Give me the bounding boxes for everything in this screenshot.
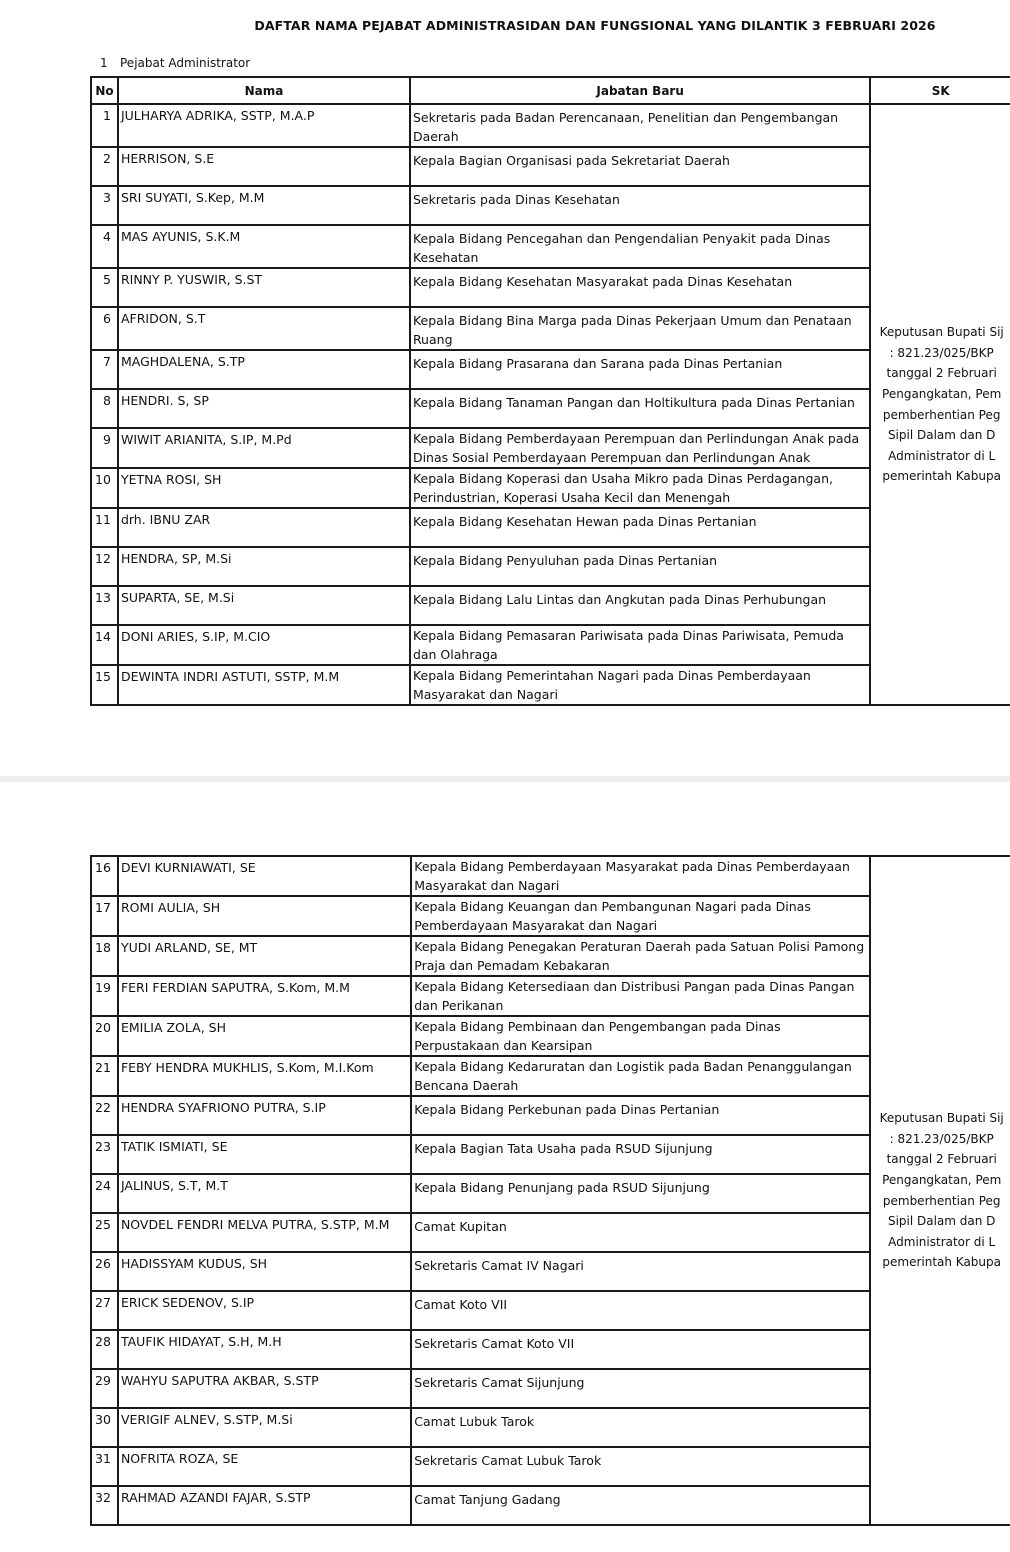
row-number: 2 <box>91 147 118 186</box>
sk-line: Pengangkatan, Pem <box>882 1172 1002 1187</box>
sk-line: pemerintah Kabupa <box>882 1255 1002 1270</box>
sk-line: Keputusan Bupati Sij <box>879 1111 1004 1126</box>
new-position: Kepala Bidang Koperasi dan Usaha Mikro pada Dinas Perdagangan, Perindustrian, Koperasi Usaha Kecil dan Menengah <box>410 468 870 508</box>
new-position: Kepala Bidang Lalu Lintas dan Angkutan pada Dinas Perhubungan <box>410 586 870 625</box>
official-name: TATIK ISMIATI, SE <box>118 1135 411 1174</box>
new-position: Kepala Bidang Penyuluhan pada Dinas Pertanian <box>410 547 870 586</box>
document-title: DAFTAR NAMA PEJABAT ADMINISTRASIDAN DAN FUNGSIONAL YANG DILANTIK 3 FEBRUARI 2026 <box>254 18 936 33</box>
row-number: 15 <box>91 665 118 705</box>
new-position: Sekretaris Camat Sijunjung <box>411 1369 870 1408</box>
row-number: 27 <box>91 1291 118 1330</box>
new-position: Kepala Bidang Kesehatan Masyarakat pada Dinas Kesehatan <box>410 268 870 307</box>
sk-decree-cell <box>870 104 1010 705</box>
official-name: drh. IBNU ZAR <box>118 508 410 547</box>
official-name: SRI SUYATI, S.Kep, M.M <box>118 186 410 225</box>
header-sk: SK <box>870 77 1010 104</box>
official-name: JALINUS, S.T, M.T <box>118 1174 411 1213</box>
table-row <box>91 856 1010 896</box>
table-row <box>91 104 1010 147</box>
official-name: AFRIDON, S.T <box>118 307 410 350</box>
new-position: Kepala Bidang Kedaruratan dan Logistik pada Badan Penanggulangan Bencana Daerah <box>411 1056 870 1096</box>
row-number: 28 <box>91 1330 118 1369</box>
new-position: Sekretaris Camat IV Nagari <box>411 1252 870 1291</box>
official-name: FEBY HENDRA MUKHLIS, S.Kom, M.I.Kom <box>118 1056 411 1096</box>
officials-table-page-1 <box>90 76 1010 706</box>
new-position: Kepala Bidang Tanaman Pangan dan Holtikultura pada Dinas Pertanian <box>410 389 870 428</box>
row-number: 23 <box>91 1135 118 1174</box>
header-no: No <box>91 77 118 104</box>
table-header-row <box>91 77 1010 104</box>
new-position: Kepala Bidang Keuangan dan Pembangunan Nagari pada Dinas Pemberdayaan Masyarakat dan Nagari <box>411 896 870 936</box>
official-name: HENDRI. S, SP <box>118 389 410 428</box>
official-name: HERRISON, S.E <box>118 147 410 186</box>
official-name: HENDRA, SP, M.Si <box>118 547 410 586</box>
row-number: 3 <box>91 186 118 225</box>
sk-line: : 821.23/025/BKP <box>889 1131 994 1146</box>
official-name: EMILIA ZOLA, SH <box>118 1016 411 1056</box>
row-number: 14 <box>91 625 118 665</box>
new-position: Kepala Bidang Prasarana dan Sarana pada Dinas Pertanian <box>410 350 870 389</box>
official-name: ROMI AULIA, SH <box>118 896 411 936</box>
header-jabatan: Jabatan Baru <box>410 77 870 104</box>
official-name: MAS AYUNIS, S.K.M <box>118 225 410 268</box>
official-name: TAUFIK HIDAYAT, S.H, M.H <box>118 1330 411 1369</box>
official-name: NOVDEL FENDRI MELVA PUTRA, S.STP, M.M <box>118 1213 411 1252</box>
row-number: 6 <box>91 307 118 350</box>
new-position: Kepala Bidang Pembinaan dan Pengembangan pada Dinas Perpustakaan dan Kearsipan <box>411 1016 870 1056</box>
new-position: Kepala Bidang Penegakan Peraturan Daerah pada Satuan Polisi Pamong Praja dan Pemadam Kebakaran <box>411 936 870 976</box>
sk-decree-cell <box>870 856 1010 1525</box>
row-number: 32 <box>91 1486 118 1525</box>
sk-line: pemberhentian Peg <box>882 407 1001 422</box>
new-position: Kepala Bidang Bina Marga pada Dinas Pekerjaan Umum dan Penataan Ruang <box>410 307 870 350</box>
sk-line: Administrator di L <box>888 1234 996 1249</box>
row-number: 29 <box>91 1369 118 1408</box>
official-name: YETNA ROSI, SH <box>118 468 410 508</box>
section-number: 1 <box>100 56 108 70</box>
row-number: 31 <box>91 1447 118 1486</box>
row-number: 12 <box>91 547 118 586</box>
row-number: 7 <box>91 350 118 389</box>
row-number: 19 <box>91 976 118 1016</box>
row-number: 20 <box>91 1016 118 1056</box>
new-position: Camat Tanjung Gadang <box>411 1486 870 1525</box>
new-position: Sekretaris Camat Koto VII <box>411 1330 870 1369</box>
sk-line: : 821.23/025/BKP <box>889 345 994 360</box>
row-number: 21 <box>91 1056 118 1096</box>
row-number: 10 <box>91 468 118 508</box>
official-name: DONI ARIES, S.IP, M.CIO <box>118 625 410 665</box>
new-position: Kepala Bidang Pemerintahan Nagari pada Dinas Pemberdayaan Masyarakat dan Nagari <box>410 665 870 705</box>
row-number: 16 <box>91 856 118 896</box>
sk-line: Keputusan Bupati Sij <box>879 325 1004 340</box>
new-position: Kepala Bidang Pemasaran Pariwisata pada Dinas Pariwisata, Pemuda dan Olahraga <box>410 625 870 665</box>
official-name: HENDRA SYAFRIONO PUTRA, S.IP <box>118 1096 411 1135</box>
new-position: Kepala Bidang Kesehatan Hewan pada Dinas Pertanian <box>410 508 870 547</box>
sk-line: pemerintah Kabupa <box>882 469 1001 484</box>
official-name: WIWIT ARIANITA, S.IP, M.Pd <box>118 428 410 468</box>
official-name: ERICK SEDENOV, S.IP <box>118 1291 411 1330</box>
official-name: JULHARYA ADRIKA, SSTP, M.A.P <box>118 104 410 147</box>
sk-line: Sipil Dalam dan D <box>887 428 996 443</box>
new-position: Kepala Bidang Pemberdayaan Perempuan dan Perlindungan Anak pada Dinas Sosial Pemberdayaan Perempuan dan Perlindungan Anak <box>410 428 870 468</box>
row-number: 18 <box>91 936 118 976</box>
new-position: Camat Koto VII <box>411 1291 870 1330</box>
officials-table-page-2 <box>90 855 1010 1526</box>
row-number: 25 <box>91 1213 118 1252</box>
new-position: Kepala Bagian Organisasi pada Sekretariat Daerah <box>410 147 870 186</box>
new-position: Kepala Bagian Tata Usaha pada RSUD Sijunjung <box>411 1135 870 1174</box>
sk-line: tanggal 2 Februari <box>886 1152 997 1167</box>
sk-line: pemberhentian Peg <box>882 1193 1001 1208</box>
new-position: Sekretaris pada Dinas Kesehatan <box>410 186 870 225</box>
new-position: Kepala Bidang Penunjang pada RSUD Sijunjung <box>411 1174 870 1213</box>
official-name: SUPARTA, SE, M.Si <box>118 586 410 625</box>
header-nama: Nama <box>118 77 410 104</box>
row-number: 8 <box>91 389 118 428</box>
new-position: Kepala Bidang Pemberdayaan Masyarakat pada Dinas Pemberdayaan Masyarakat dan Nagari <box>411 856 870 896</box>
row-number: 30 <box>91 1408 118 1447</box>
official-name: MAGHDALENA, S.TP <box>118 350 410 389</box>
official-name: VERIGIF ALNEV, S.STP, M.Si <box>118 1408 411 1447</box>
row-number: 4 <box>91 225 118 268</box>
official-name: YUDI ARLAND, SE, MT <box>118 936 411 976</box>
official-name: HADISSYAM KUDUS, SH <box>118 1252 411 1291</box>
row-number: 24 <box>91 1174 118 1213</box>
new-position: Sekretaris pada Badan Perencanaan, Penelitian dan Pengembangan Daerah <box>410 104 870 147</box>
official-name: FERI FERDIAN SAPUTRA, S.Kom, M.M <box>118 976 411 1016</box>
new-position: Kepala Bidang Ketersediaan dan Distribusi Pangan pada Dinas Pangan dan Perikanan <box>411 976 870 1016</box>
sk-line: tanggal 2 Februari <box>886 366 997 381</box>
row-number: 17 <box>91 896 118 936</box>
official-name: WAHYU SAPUTRA AKBAR, S.STP <box>118 1369 411 1408</box>
section-label <box>100 56 250 70</box>
official-name: RINNY P. YUSWIR, S.ST <box>118 268 410 307</box>
row-number: 13 <box>91 586 118 625</box>
sk-line: Sipil Dalam dan D <box>887 1214 996 1229</box>
new-position: Camat Lubuk Tarok <box>411 1408 870 1447</box>
new-position: Sekretaris Camat Lubuk Tarok <box>411 1447 870 1486</box>
official-name: DEVI KURNIAWATI, SE <box>118 856 411 896</box>
row-number: 22 <box>91 1096 118 1135</box>
new-position: Camat Kupitan <box>411 1213 870 1252</box>
official-name: DEWINTA INDRI ASTUTI, SSTP, M.M <box>118 665 410 705</box>
new-position: Kepala Bidang Pencegahan dan Pengendalian Penyakit pada Dinas Kesehatan <box>410 225 870 268</box>
new-position: Kepala Bidang Perkebunan pada Dinas Pertanian <box>411 1096 870 1135</box>
row-number: 9 <box>91 428 118 468</box>
row-number: 5 <box>91 268 118 307</box>
sk-line: Administrator di L <box>888 448 996 463</box>
official-name: RAHMAD AZANDI FAJAR, S.STP <box>118 1486 411 1525</box>
section-name: Pejabat Administrator <box>120 56 251 70</box>
row-number: 1 <box>91 104 118 147</box>
row-number: 11 <box>91 508 118 547</box>
official-name: NOFRITA ROZA, SE <box>118 1447 411 1486</box>
page-break-divider <box>0 776 1010 782</box>
sk-line: Pengangkatan, Pem <box>882 386 1002 401</box>
row-number: 26 <box>91 1252 118 1291</box>
